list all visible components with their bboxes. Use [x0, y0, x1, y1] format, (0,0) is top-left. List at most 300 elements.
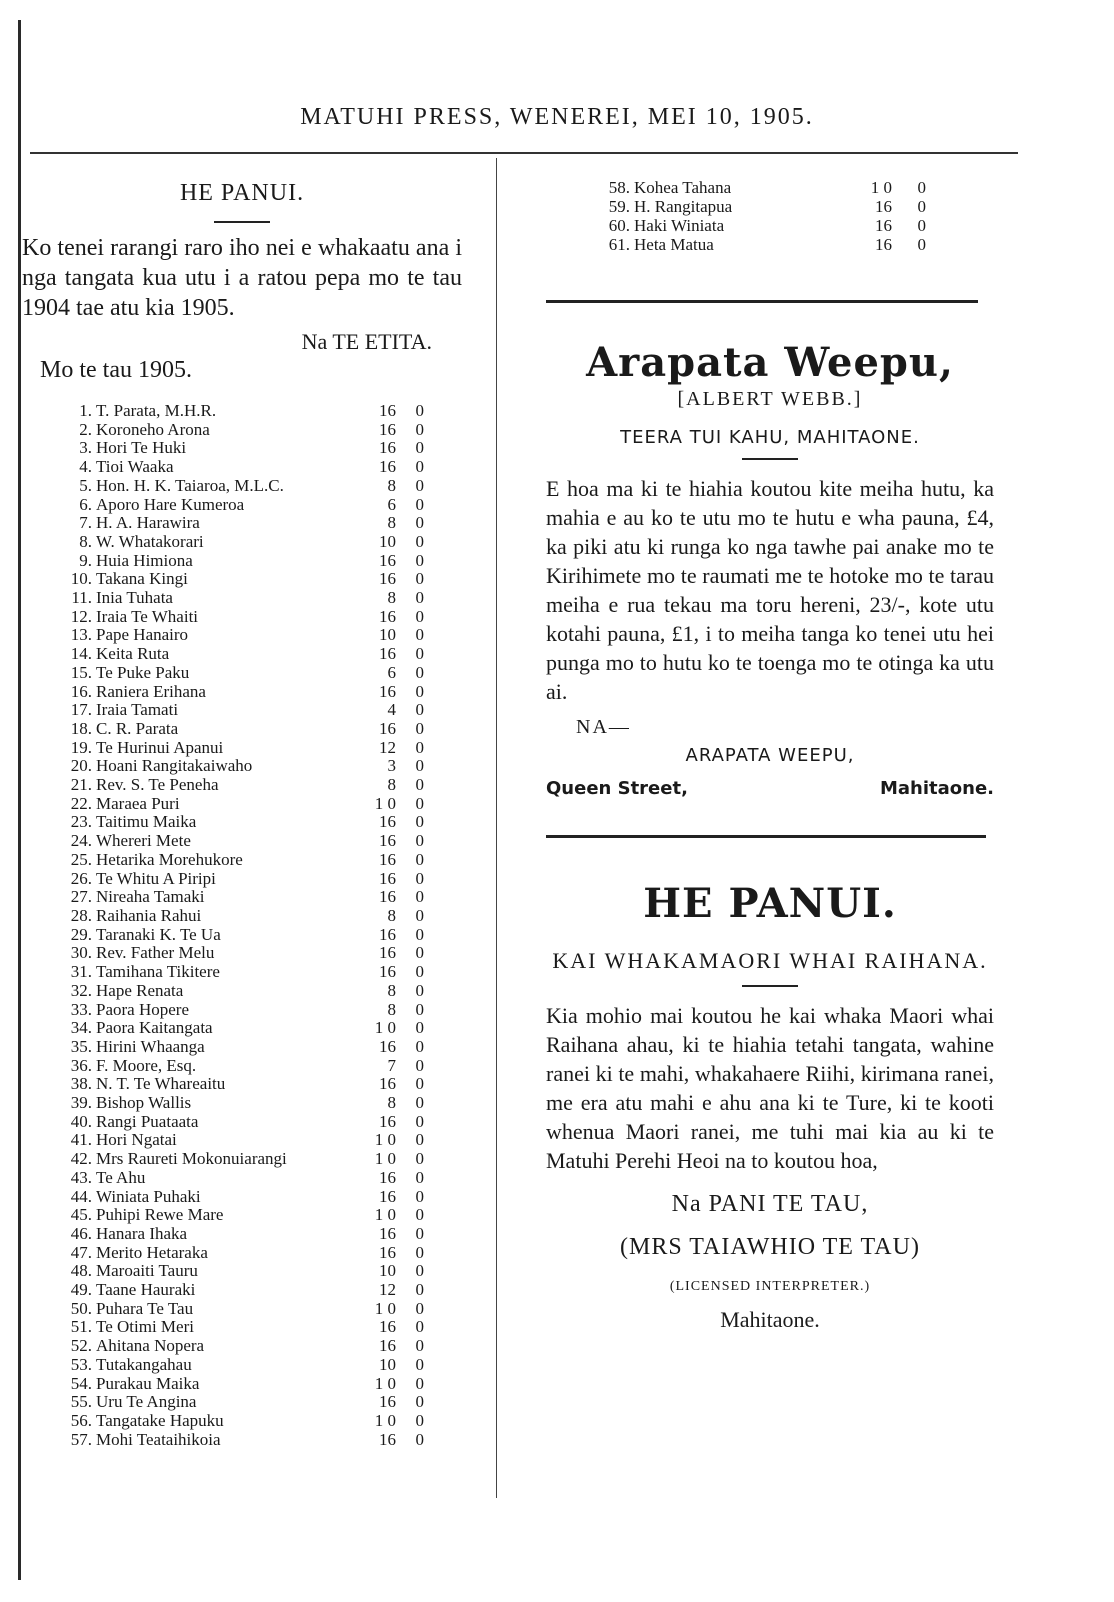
amount-paid: 6: [387, 494, 396, 514]
list-item: [22, 926, 462, 945]
ad-town: Mahitaone.: [879, 778, 994, 799]
entry-number: 26.: [70, 868, 92, 888]
amount-paid: 8: [387, 905, 396, 925]
panui-licensed: (LICENSED INTERPRETER.): [669, 1279, 871, 1294]
entry-number: 4.: [79, 457, 92, 477]
entry-number: 60.: [608, 216, 630, 235]
entry-number: 30.: [70, 943, 92, 963]
subscriber-name: Huia Himiona: [96, 550, 193, 570]
amount-paid: 1 0: [374, 1205, 396, 1225]
subscriber-name: Rev. Father Melu: [96, 943, 215, 963]
subscriber-name: Haki Winiata: [634, 216, 725, 235]
subscriber-name: Rev. S. Te Peneha: [96, 775, 219, 795]
amount-pence: 0: [415, 943, 424, 963]
entry-number: 3.: [79, 438, 92, 458]
amount-paid: 8: [387, 588, 396, 608]
amount-paid: 8: [387, 475, 396, 495]
list-item: [22, 1318, 462, 1337]
list-item: [22, 1393, 462, 1412]
list-item: [22, 1113, 462, 1132]
amount-paid: 16: [379, 831, 396, 851]
amount-pence: 0: [415, 1317, 424, 1337]
column-divider: [496, 158, 497, 1498]
list-item: [22, 1094, 462, 1113]
amount-pence: 0: [415, 775, 424, 795]
ad-body: E hoa ma ki te hiahia koutou kite meiha hutu, ka mahia e au ko te utu mo te hutu e wha pauna, £4, ka piki atu ki runga ko nga tawhe pai anake mo te Kirihimete mo te raumati me te hotoke mo te tarau meiha e rua tekau ma toru hereni, 23/-, kote utu kotahi pauna, £1, i to meiha tanga ko tenei utu hei punga mo to hutu ko te toenga mo te otinga ka utu ai.: [546, 476, 994, 704]
amount-paid: 16: [379, 924, 396, 944]
list-item: [22, 888, 462, 907]
entry-number: 15.: [70, 662, 92, 682]
amount-pence: 0: [415, 849, 424, 869]
subscriber-list-continued: [540, 178, 1000, 254]
entry-number: 6.: [79, 494, 92, 514]
amount-paid: 8: [387, 980, 396, 1000]
amount-pence: 0: [415, 606, 424, 626]
list-item: [540, 216, 1000, 235]
amount-pence: 0: [415, 831, 424, 851]
amount-paid: 8: [387, 999, 396, 1019]
amount-pence: 0: [415, 1242, 424, 1262]
amount-paid: 16: [379, 438, 396, 458]
list-item: [22, 982, 462, 1001]
list-item: [22, 1001, 462, 1020]
amount-pence: 0: [415, 1298, 424, 1318]
amount-paid: 16: [379, 401, 396, 420]
list-item: [22, 1169, 462, 1188]
amount-paid: 16: [379, 718, 396, 738]
entry-number: 41.: [70, 1130, 92, 1150]
entry-number: 43.: [70, 1167, 92, 1187]
subscriber-name: Taane Hauraki: [96, 1280, 196, 1300]
entry-number: 17.: [70, 700, 92, 720]
subscriber-name: Pape Hanairo: [96, 625, 189, 645]
subscriber-name: Iraia Te Whaiti: [96, 606, 199, 626]
subscriber-name: Winiata Puhaki: [96, 1186, 201, 1206]
subscriber-name: Hirini Whaanga: [96, 1036, 205, 1056]
entry-number: 22.: [70, 793, 92, 813]
amount-paid: 6: [387, 662, 396, 682]
amount-pence: 0: [415, 924, 424, 944]
subscriber-name: Iraia Tamati: [96, 700, 179, 720]
subscriber-name: F. Moore, Esq.: [96, 1055, 197, 1075]
list-item: [22, 683, 462, 702]
entry-number: 39.: [70, 1093, 92, 1113]
year-heading: Mo te tau 1905.: [40, 357, 192, 383]
amount-paid: 16: [379, 1074, 396, 1094]
amount-pence: 0: [415, 550, 424, 570]
list-item: [22, 1075, 462, 1094]
amount-pence: 0: [415, 1167, 424, 1187]
subscriber-name: N. T. Te Whareaitu: [96, 1074, 226, 1094]
subscriber-name: Takana Kingi: [96, 569, 188, 589]
entry-number: 49.: [70, 1280, 92, 1300]
notice-heading: HE PANUI.: [179, 180, 305, 206]
amount-pence: 0: [415, 1093, 424, 1113]
list-item: [22, 402, 462, 421]
list-item: [22, 589, 462, 608]
amount-paid: 16: [379, 1223, 396, 1243]
list-item: [22, 1300, 462, 1319]
panui-body: Kia mohio mai koutou he kai whaka Maori whai Raihana ahau, ki te hiahia tetahi tangata, wahine ranei ki te mahi, whakahaere Riihi, kirimana ranei, me era atu mahi e ahu ana ki te Ture, ki te kooti whenua Maori ranei, me tuhi mai kia au ki te Matuhi Perehi Heoi na to koutou hoa,: [546, 1003, 994, 1173]
entry-number: 19.: [70, 737, 92, 757]
subscriber-name: Ahitana Nopera: [96, 1336, 205, 1356]
panui-subtitle: KAI WHAKAMAORI WHAI RAIHANA.: [552, 948, 988, 973]
entry-number: 54.: [70, 1373, 92, 1393]
amount-paid: 1 0: [374, 1130, 396, 1150]
subscriber-name: Hanara Ihaka: [96, 1223, 188, 1243]
short-rule: [742, 985, 798, 987]
subscriber-name: Aporo Hare Kumeroa: [96, 494, 245, 514]
section-rule: [546, 835, 986, 838]
entry-number: 25.: [70, 849, 92, 869]
subscriber-name: Maraea Puri: [96, 793, 180, 813]
entry-number: 35.: [70, 1036, 92, 1056]
entry-number: 10.: [70, 569, 92, 589]
amount-pence: 0: [415, 887, 424, 907]
subscriber-name: Taitimu Maika: [96, 812, 197, 832]
entry-number: 21.: [70, 775, 92, 795]
amount-pence: 0: [415, 531, 424, 551]
amount-pence: 0: [415, 1410, 424, 1430]
amount-paid: 16: [379, 644, 396, 664]
amount-pence: 0: [415, 1429, 424, 1449]
subscriber-name: Tutakangahau: [96, 1354, 192, 1374]
list-item: [22, 1019, 462, 1038]
amount-paid: 16: [379, 812, 396, 832]
amount-pence: 0: [415, 1111, 424, 1131]
amount-paid: 16: [379, 1392, 396, 1412]
amount-paid: 12: [379, 737, 396, 757]
amount-paid: 16: [875, 216, 892, 235]
list-item: [22, 1431, 462, 1450]
amount-pence: 0: [415, 737, 424, 757]
amount-pence: 0: [415, 1354, 424, 1374]
subscriber-name: Puhara Te Tau: [96, 1298, 194, 1318]
entry-number: 53.: [70, 1354, 92, 1374]
amount-pence: 0: [415, 756, 424, 776]
entry-number: 27.: [70, 887, 92, 907]
amount-pence: 0: [415, 419, 424, 439]
entry-number: 5.: [79, 475, 92, 495]
amount-paid: 16: [379, 1186, 396, 1206]
list-item: [22, 739, 462, 758]
entry-number: 36.: [70, 1055, 92, 1075]
amount-paid: 16: [379, 1336, 396, 1356]
list-item: [22, 1244, 462, 1263]
entry-number: 9.: [79, 550, 92, 570]
list-item: [22, 1131, 462, 1150]
subscriber-name: Heta Matua: [634, 235, 714, 254]
subscriber-name: H. A. Harawira: [96, 513, 200, 533]
entry-number: 42.: [70, 1149, 92, 1169]
amount-paid: 16: [379, 868, 396, 888]
amount-pence: 0: [415, 401, 424, 420]
entry-number: 28.: [70, 905, 92, 925]
subscriber-name: Hori Te Huki: [96, 438, 187, 458]
entry-number: 50.: [70, 1298, 92, 1318]
amount-pence: 0: [415, 644, 424, 664]
list-item: [22, 477, 462, 496]
list-item: [22, 757, 462, 776]
entry-number: 29.: [70, 924, 92, 944]
entry-number: 13.: [70, 625, 92, 645]
subscriber-name: Te Puke Paku: [96, 662, 190, 682]
amount-pence: 0: [415, 1223, 424, 1243]
amount-paid: 8: [387, 775, 396, 795]
entry-number: 58.: [608, 178, 630, 197]
list-item: [22, 1412, 462, 1431]
subscriber-name: Purakau Maika: [96, 1373, 200, 1393]
interpreter-notice: [540, 880, 1000, 1333]
amount-paid: 1 0: [374, 793, 396, 813]
list-item: [22, 720, 462, 739]
entry-number: 23.: [70, 812, 92, 832]
amount-paid: 7: [387, 1055, 396, 1075]
list-item: [22, 851, 462, 870]
subscriber-name: Hoani Rangitakaiwaho: [96, 756, 253, 776]
subscriber-name: Tangatake Hapuku: [96, 1410, 224, 1430]
subscriber-name: Paora Hopere: [96, 999, 189, 1019]
entry-number: 56.: [70, 1410, 92, 1430]
amount-paid: 16: [379, 569, 396, 589]
amount-pence: 0: [415, 1373, 424, 1393]
entry-number: 24.: [70, 831, 92, 851]
subscriber-name: H. Rangitapua: [634, 197, 733, 216]
subscriber-name: Te Whitu A Piripi: [96, 868, 216, 888]
list-item: [22, 1225, 462, 1244]
subscriber-name: Raihania Rahui: [96, 905, 202, 925]
amount-paid: 16: [379, 419, 396, 439]
entry-number: 34.: [70, 1018, 92, 1038]
list-item: [22, 570, 462, 589]
entry-number: 61.: [608, 235, 630, 254]
amount-paid: 16: [379, 550, 396, 570]
amount-paid: 1 0: [374, 1373, 396, 1393]
amount-paid: 1 0: [374, 1149, 396, 1169]
entry-number: 44.: [70, 1186, 92, 1206]
subscriber-name: Hape Renata: [96, 980, 184, 1000]
entry-number: 7.: [79, 513, 92, 533]
list-item: [22, 813, 462, 832]
subscriber-name: Taranaki K. Te Ua: [96, 924, 221, 944]
list-item: [22, 1038, 462, 1057]
amount-pence: 0: [415, 999, 424, 1019]
editor-signoff: Na TE ETITA.: [301, 329, 432, 354]
ad-shop-name: TEERA TUI KAHU, MAHITAONE.: [620, 427, 920, 448]
amount-pence: 0: [415, 812, 424, 832]
subscriber-name: Koroneho Arona: [96, 419, 210, 439]
amount-paid: 1 0: [374, 1410, 396, 1430]
amount-paid: 16: [379, 1242, 396, 1262]
entry-number: 11.: [71, 588, 92, 608]
short-rule: [214, 221, 270, 223]
list-item: [22, 776, 462, 795]
subscriber-name: Merito Hetaraka: [96, 1242, 208, 1262]
amount-pence: 0: [415, 868, 424, 888]
amount-paid: 16: [379, 849, 396, 869]
ad-street: Queen Street,: [546, 778, 688, 799]
subscriber-name: Paora Kaitangata: [96, 1018, 213, 1038]
amount-paid: 10: [379, 625, 396, 645]
subscriber-name: Te Hurinui Apanui: [96, 737, 224, 757]
amount-pence: 0: [415, 700, 424, 720]
amount-pence: 0: [415, 1392, 424, 1412]
left-column: [22, 172, 462, 1449]
subscriber-name: T. Parata, M.H.R.: [96, 401, 217, 420]
entry-number: 57.: [70, 1429, 92, 1449]
amount-pence: 0: [415, 1186, 424, 1206]
subscriber-name: Raniera Erihana: [96, 681, 206, 701]
subscriber-name: Hori Ngatai: [96, 1130, 177, 1150]
notice-intro: Ko tenei rarangi raro iho nei e whakaatu ana i nga tangata kua utu i a ratou pepa mo te tau 1904 tae atu kia 1905.: [22, 235, 462, 321]
entry-number: 20.: [70, 756, 92, 776]
amount-paid: 16: [875, 197, 892, 216]
entry-number: 52.: [70, 1336, 92, 1356]
list-item: [22, 458, 462, 477]
panui-place: Mahitaone.: [720, 1307, 820, 1332]
amount-paid: 16: [379, 1111, 396, 1131]
list-item: [22, 421, 462, 440]
amount-pence: 0: [415, 438, 424, 458]
amount-pence: 0: [415, 718, 424, 738]
ad-address: [546, 778, 994, 799]
amount-pence: 0: [415, 1261, 424, 1281]
entry-number: 14.: [70, 644, 92, 664]
right-column: [540, 178, 1000, 1333]
amount-pence: 0: [917, 216, 926, 235]
entry-number: 45.: [70, 1205, 92, 1225]
list-item: [22, 701, 462, 720]
amount-paid: 16: [379, 1036, 396, 1056]
list-item: [22, 1057, 462, 1076]
short-rule: [742, 458, 798, 460]
subscriber-name: Rangi Puataata: [96, 1111, 199, 1131]
ad-na: NA—: [576, 716, 631, 738]
amount-paid: 16: [379, 457, 396, 477]
subscriber-list: [22, 402, 462, 1449]
section-rule: [546, 300, 978, 303]
list-item: [22, 944, 462, 963]
amount-paid: 1 0: [374, 1298, 396, 1318]
subscriber-name: Keita Ruta: [96, 644, 170, 664]
ad-subtitle: [ALBERT WEBB.]: [677, 388, 863, 410]
list-item: [22, 645, 462, 664]
subscriber-name: Kohea Tahana: [634, 178, 732, 197]
amount-paid: 1 0: [374, 1018, 396, 1038]
entry-number: 59.: [608, 197, 630, 216]
amount-paid: 8: [387, 513, 396, 533]
panui-mrs-name: (MRS TAIAWHIO TE TAU): [620, 1234, 920, 1260]
subscriber-name: Puhipi Rewe Mare: [96, 1205, 224, 1225]
amount-paid: 16: [379, 887, 396, 907]
entry-number: 12.: [70, 606, 92, 626]
amount-pence: 0: [415, 1205, 424, 1225]
list-item: [22, 1188, 462, 1207]
list-item: [22, 1281, 462, 1300]
amount-pence: 0: [415, 588, 424, 608]
entry-number: 40.: [70, 1111, 92, 1131]
list-item: [22, 608, 462, 627]
list-item: [22, 907, 462, 926]
subscriber-name: Hon. H. K. Taiaroa, M.L.C.: [96, 475, 284, 495]
list-item: [22, 870, 462, 889]
amount-paid: 16: [379, 962, 396, 982]
list-item: [22, 1262, 462, 1281]
list-item: [22, 552, 462, 571]
subscriber-name: Te Otimi Meri: [96, 1317, 194, 1337]
subscriber-name: Inia Tuhata: [96, 588, 173, 608]
amount-pence: 0: [415, 513, 424, 533]
amount-pence: 0: [415, 962, 424, 982]
entry-number: 55.: [70, 1392, 92, 1412]
masthead-rule: [30, 152, 1018, 154]
list-item: [22, 626, 462, 645]
amount-pence: 0: [415, 1074, 424, 1094]
entry-number: 38.: [70, 1074, 92, 1094]
subscriber-name: Uru Te Angina: [96, 1392, 197, 1412]
page-edge-line: [18, 20, 21, 1580]
amount-pence: 0: [415, 1130, 424, 1150]
subscriber-name: Maroaiti Tauru: [96, 1261, 198, 1281]
subscriber-name: Whereri Mete: [96, 831, 191, 851]
entry-number: 31.: [70, 962, 92, 982]
amount-paid: 16: [379, 681, 396, 701]
entry-number: 33.: [70, 999, 92, 1019]
amount-pence: 0: [415, 793, 424, 813]
panui-title: HE PANUI.: [643, 880, 897, 927]
list-item: [22, 664, 462, 683]
list-item: [22, 439, 462, 458]
panui-signature: Na PANI TE TAU,: [671, 1191, 869, 1217]
subscriber-name: C. R. Parata: [96, 718, 179, 738]
amount-paid: 16: [379, 606, 396, 626]
amount-paid: 10: [379, 1261, 396, 1281]
list-item: [540, 197, 1000, 216]
amount-paid: 3: [387, 756, 396, 776]
list-item: [22, 1356, 462, 1375]
amount-paid: 16: [379, 1167, 396, 1187]
entry-number: 46.: [70, 1223, 92, 1243]
subscriber-name: Tamihana Tikitere: [96, 962, 220, 982]
subscriber-name: Hetarika Morehukore: [96, 849, 243, 869]
list-item: [22, 1206, 462, 1225]
amount-pence: 0: [415, 905, 424, 925]
amount-paid: 4: [387, 700, 396, 720]
amount-pence: 0: [415, 681, 424, 701]
amount-pence: 0: [415, 494, 424, 514]
amount-pence: 0: [917, 178, 926, 197]
entry-number: 32.: [70, 980, 92, 1000]
list-item: [540, 178, 1000, 197]
entry-number: 48.: [70, 1261, 92, 1281]
list-item: [22, 1375, 462, 1394]
entry-number: 51.: [70, 1317, 92, 1337]
subscriber-name: Mohi Teataihikoia: [96, 1429, 221, 1449]
amount-paid: 16: [379, 1317, 396, 1337]
entry-number: 8.: [79, 531, 92, 551]
subscriber-name: Te Ahu: [96, 1167, 146, 1187]
amount-paid: 10: [379, 531, 396, 551]
list-item: [540, 235, 1000, 254]
list-item: [22, 496, 462, 515]
amount-paid: 16: [379, 943, 396, 963]
amount-pence: 0: [415, 475, 424, 495]
amount-pence: 0: [917, 197, 926, 216]
amount-paid: 8: [387, 1093, 396, 1113]
amount-pence: 0: [415, 1036, 424, 1056]
amount-paid: 1 0: [870, 178, 892, 197]
subscriber-name: W. Whatakorari: [96, 531, 204, 551]
